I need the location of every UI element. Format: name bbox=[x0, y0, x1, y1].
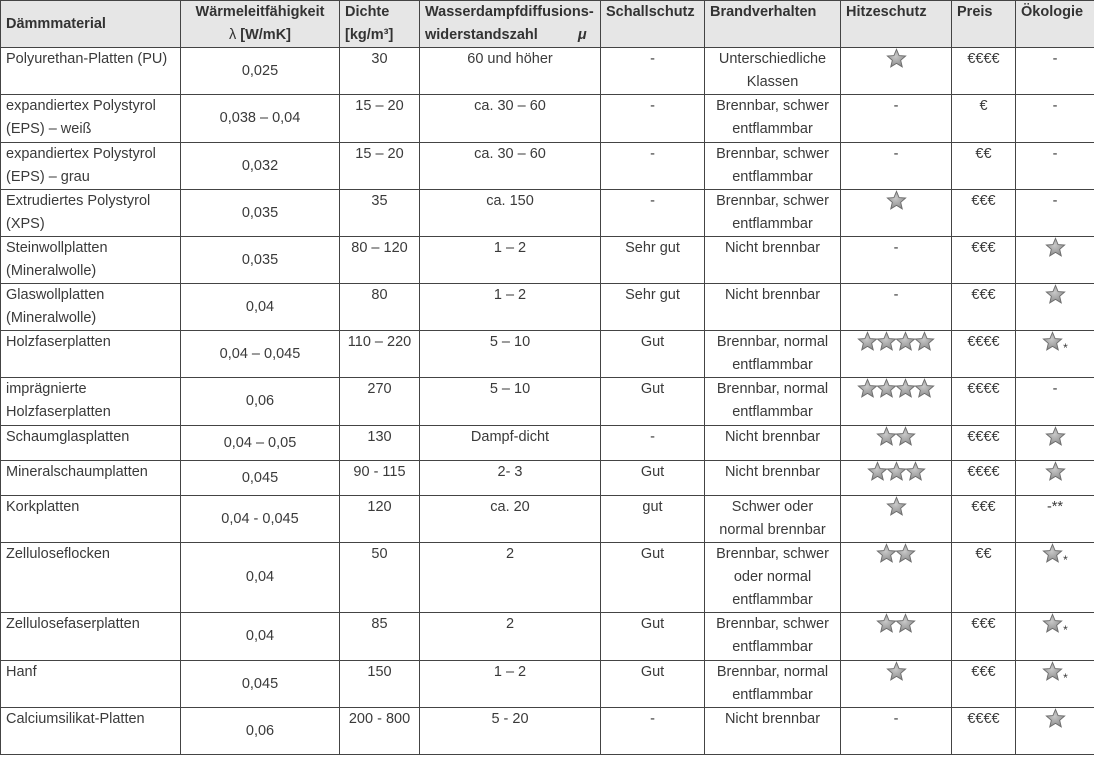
star-icon bbox=[1045, 461, 1066, 482]
cell-fire: Brennbar, schwer entflammbar bbox=[705, 95, 841, 143]
cell-sound: - bbox=[601, 48, 705, 95]
cell-ecology bbox=[1016, 426, 1094, 461]
cell-ecology bbox=[1016, 190, 1094, 237]
star-icon bbox=[876, 426, 897, 447]
lambda-symbol: λ bbox=[228, 27, 237, 43]
table-row bbox=[1, 331, 1094, 378]
star-icon bbox=[1042, 331, 1063, 352]
table-row bbox=[1, 661, 1094, 708]
cell-material: Schaumglasplatten bbox=[1, 426, 181, 461]
cell-conductivity: 0,035 bbox=[181, 190, 340, 237]
cell-conductivity: 0,04 - 0,045 bbox=[181, 496, 340, 543]
cell-ecology bbox=[1016, 543, 1094, 613]
star-icon bbox=[886, 48, 907, 69]
cell-sound: - bbox=[601, 143, 705, 190]
cell-density: 50 bbox=[340, 543, 420, 613]
header-sound: Schallschutz bbox=[601, 1, 705, 48]
cell-material: Holzfaserplatten bbox=[1, 331, 181, 378]
cell-conductivity: 0,045 bbox=[181, 461, 340, 496]
cell-price: €€€ bbox=[952, 613, 1016, 661]
cell-density: 270 bbox=[340, 378, 420, 426]
ecology-text: -** bbox=[1046, 499, 1064, 515]
cell-sound: Gut bbox=[601, 613, 705, 661]
star-icon bbox=[857, 331, 878, 352]
cell-heat-protection bbox=[841, 284, 952, 331]
cell-fire: Schwer oder normal brennbar bbox=[705, 496, 841, 543]
star-icon bbox=[876, 378, 897, 399]
cell-fire: Brennbar, schwer entflammbar bbox=[705, 613, 841, 661]
cell-heat-protection bbox=[841, 708, 952, 755]
header-ecology: Ökologie bbox=[1016, 1, 1094, 48]
header-conductivity: Wärmeleitfähigkeit λ [W/mK] bbox=[181, 1, 340, 48]
table-row bbox=[1, 284, 1094, 331]
cell-heat-protection bbox=[841, 143, 952, 190]
cell-sound: gut bbox=[601, 496, 705, 543]
cell-vapor-resistance: 2 bbox=[420, 543, 601, 613]
ecology-text: - bbox=[1052, 193, 1058, 209]
ecology-text: - bbox=[1052, 146, 1058, 162]
cell-material: Steinwollplatten (Mineralwolle) bbox=[1, 237, 181, 284]
cell-heat-protection bbox=[841, 378, 952, 426]
cell-vapor-resistance: 2 bbox=[420, 613, 601, 661]
header-price: Preis bbox=[952, 1, 1016, 48]
cell-fire: Nicht brennbar bbox=[705, 237, 841, 284]
header-material: Dämmmaterial bbox=[1, 1, 181, 48]
ecology-footnote-mark: * bbox=[1063, 623, 1068, 637]
table-row bbox=[1, 190, 1094, 237]
star-icon bbox=[895, 426, 916, 447]
cell-density: 80 – 120 bbox=[340, 237, 420, 284]
cell-material: Zelluloseflocken bbox=[1, 543, 181, 613]
cell-heat-protection bbox=[841, 613, 952, 661]
cell-conductivity: 0,038 – 0,04 bbox=[181, 95, 340, 143]
table-row bbox=[1, 426, 1094, 461]
cell-price: €€€ bbox=[952, 284, 1016, 331]
cell-vapor-resistance: 5 – 10 bbox=[420, 331, 601, 378]
cell-fire: Brennbar, schwer entflammbar bbox=[705, 190, 841, 237]
cell-vapor-resistance: ca. 150 bbox=[420, 190, 601, 237]
cell-heat-protection bbox=[841, 496, 952, 543]
cell-conductivity: 0,04 bbox=[181, 543, 340, 613]
star-icon bbox=[895, 543, 916, 564]
cell-material: expandiertex Polystyrol (EPS) – grau bbox=[1, 143, 181, 190]
star-icon bbox=[1042, 661, 1063, 682]
cell-price: €€€ bbox=[952, 237, 1016, 284]
cell-conductivity: 0,032 bbox=[181, 143, 340, 190]
cell-fire: Brennbar, normal entflammbar bbox=[705, 661, 841, 708]
cell-sound: Sehr gut bbox=[601, 284, 705, 331]
cell-fire: Brennbar, schwer entflammbar bbox=[705, 143, 841, 190]
ecology-text: - bbox=[1052, 98, 1058, 114]
cell-heat-protection bbox=[841, 48, 952, 95]
star-icon bbox=[914, 331, 935, 352]
star-icon bbox=[1045, 284, 1066, 305]
cell-heat-protection bbox=[841, 237, 952, 284]
cell-fire: Nicht brennbar bbox=[705, 426, 841, 461]
star-icon bbox=[1045, 426, 1066, 447]
table-body bbox=[1, 48, 1094, 755]
cell-conductivity: 0,025 bbox=[181, 48, 340, 95]
cell-density: 110 – 220 bbox=[340, 331, 420, 378]
cell-heat-protection bbox=[841, 95, 952, 143]
cell-vapor-resistance: 5 – 10 bbox=[420, 378, 601, 426]
cell-conductivity: 0,04 bbox=[181, 284, 340, 331]
table-row bbox=[1, 95, 1094, 143]
heat-text: - bbox=[893, 711, 899, 727]
cell-density: 35 bbox=[340, 190, 420, 237]
cell-vapor-resistance: Dampf-dicht bbox=[420, 426, 601, 461]
table-row bbox=[1, 708, 1094, 755]
cell-sound: Gut bbox=[601, 543, 705, 613]
cell-sound: Gut bbox=[601, 461, 705, 496]
star-icon bbox=[876, 543, 897, 564]
cell-conductivity: 0,04 bbox=[181, 613, 340, 661]
heat-text: - bbox=[893, 287, 899, 303]
cell-sound: Gut bbox=[601, 331, 705, 378]
cell-vapor-resistance: 1 – 2 bbox=[420, 661, 601, 708]
cell-vapor-resistance: 1 – 2 bbox=[420, 284, 601, 331]
star-icon bbox=[886, 496, 907, 517]
cell-conductivity: 0,04 – 0,045 bbox=[181, 331, 340, 378]
cell-heat-protection bbox=[841, 190, 952, 237]
cell-density: 130 bbox=[340, 426, 420, 461]
star-icon bbox=[914, 378, 935, 399]
star-icon bbox=[1042, 543, 1063, 564]
cell-price: €€€€ bbox=[952, 48, 1016, 95]
star-icon bbox=[886, 661, 907, 682]
cell-ecology bbox=[1016, 331, 1094, 378]
cell-ecology bbox=[1016, 496, 1094, 543]
star-icon bbox=[1042, 613, 1063, 634]
cell-vapor-resistance: 60 und höher bbox=[420, 48, 601, 95]
cell-fire: Nicht brennbar bbox=[705, 284, 841, 331]
heat-text: - bbox=[893, 98, 899, 114]
cell-vapor-resistance: ca. 30 – 60 bbox=[420, 143, 601, 190]
cell-fire: Unterschiedliche Klassen bbox=[705, 48, 841, 95]
table-row bbox=[1, 48, 1094, 95]
cell-sound: Gut bbox=[601, 661, 705, 708]
cell-sound: Gut bbox=[601, 378, 705, 426]
cell-price: €€€ bbox=[952, 496, 1016, 543]
header-heat: Hitzeschutz bbox=[841, 1, 952, 48]
cell-heat-protection bbox=[841, 661, 952, 708]
cell-material: Korkplatten bbox=[1, 496, 181, 543]
cell-heat-protection bbox=[841, 331, 952, 378]
star-icon bbox=[876, 613, 897, 634]
cell-fire: Nicht brennbar bbox=[705, 461, 841, 496]
cell-material: Calciumsilikat-Platten bbox=[1, 708, 181, 755]
cell-fire: Brennbar, normal entflammbar bbox=[705, 378, 841, 426]
cell-price: €€€€ bbox=[952, 378, 1016, 426]
ecology-footnote-mark: * bbox=[1063, 341, 1068, 355]
cell-vapor-resistance: ca. 20 bbox=[420, 496, 601, 543]
table-row bbox=[1, 496, 1094, 543]
star-icon bbox=[867, 461, 888, 482]
cell-vapor-resistance: ca. 30 – 60 bbox=[420, 95, 601, 143]
cell-conductivity: 0,045 bbox=[181, 661, 340, 708]
cell-material: Polyurethan-Platten (PU) bbox=[1, 48, 181, 95]
star-icon bbox=[1045, 708, 1066, 729]
ecology-footnote-mark: * bbox=[1063, 671, 1068, 685]
star-icon bbox=[857, 378, 878, 399]
cell-price: €€ bbox=[952, 143, 1016, 190]
header-vapor-resistance: Wasserdampfdiffusions- widerstandszahl μ bbox=[420, 1, 601, 48]
cell-sound: - bbox=[601, 95, 705, 143]
cell-ecology bbox=[1016, 613, 1094, 661]
cell-density: 90 - 115 bbox=[340, 461, 420, 496]
ecology-text: - bbox=[1052, 51, 1058, 67]
cell-heat-protection bbox=[841, 461, 952, 496]
cell-sound: - bbox=[601, 190, 705, 237]
cell-conductivity: 0,06 bbox=[181, 378, 340, 426]
cell-price: €€€€ bbox=[952, 461, 1016, 496]
star-icon bbox=[1045, 237, 1066, 258]
star-icon bbox=[886, 190, 907, 211]
table-row bbox=[1, 378, 1094, 426]
heat-text: - bbox=[893, 146, 899, 162]
cell-density: 120 bbox=[340, 496, 420, 543]
cell-price: €€€ bbox=[952, 661, 1016, 708]
cell-material: expandiertex Polystyrol (EPS) – weiß bbox=[1, 95, 181, 143]
cell-vapor-resistance: 5 - 20 bbox=[420, 708, 601, 755]
cell-price: €€€€ bbox=[952, 708, 1016, 755]
cell-fire: Brennbar, schwer oder normal entflammbar bbox=[705, 543, 841, 613]
table-row bbox=[1, 613, 1094, 661]
header-density: Dichte [kg/m³] bbox=[340, 1, 420, 48]
star-icon bbox=[886, 461, 907, 482]
table-row bbox=[1, 143, 1094, 190]
cell-ecology bbox=[1016, 461, 1094, 496]
star-icon bbox=[895, 378, 916, 399]
heat-text: - bbox=[893, 240, 899, 256]
table-row bbox=[1, 461, 1094, 496]
cell-price: €€ bbox=[952, 543, 1016, 613]
table-row bbox=[1, 543, 1094, 613]
cell-conductivity: 0,06 bbox=[181, 708, 340, 755]
cell-ecology bbox=[1016, 95, 1094, 143]
cell-density: 15 – 20 bbox=[340, 143, 420, 190]
cell-fire: Nicht brennbar bbox=[705, 708, 841, 755]
cell-fire: Brennbar, normal entflammbar bbox=[705, 331, 841, 378]
cell-density: 30 bbox=[340, 48, 420, 95]
cell-density: 85 bbox=[340, 613, 420, 661]
cell-sound: - bbox=[601, 426, 705, 461]
cell-material: imprägnierte Holzfaserplatten bbox=[1, 378, 181, 426]
star-icon bbox=[895, 331, 916, 352]
cell-price: €€€€ bbox=[952, 331, 1016, 378]
cell-vapor-resistance: 2- 3 bbox=[420, 461, 601, 496]
cell-material: Glaswollplatten (Mineralwolle) bbox=[1, 284, 181, 331]
cell-price: € bbox=[952, 95, 1016, 143]
cell-ecology bbox=[1016, 661, 1094, 708]
cell-price: €€€ bbox=[952, 190, 1016, 237]
cell-density: 200 - 800 bbox=[340, 708, 420, 755]
ecology-text: - bbox=[1052, 381, 1058, 397]
cell-ecology bbox=[1016, 237, 1094, 284]
cell-conductivity: 0,035 bbox=[181, 237, 340, 284]
cell-vapor-resistance: 1 – 2 bbox=[420, 237, 601, 284]
cell-material: Extrudiertes Polystyrol (XPS) bbox=[1, 190, 181, 237]
cell-density: 15 – 20 bbox=[340, 95, 420, 143]
cell-heat-protection bbox=[841, 543, 952, 613]
cell-ecology bbox=[1016, 48, 1094, 95]
cell-material: Hanf bbox=[1, 661, 181, 708]
cell-density: 150 bbox=[340, 661, 420, 708]
mu-symbol: μ bbox=[577, 27, 587, 43]
header-fire: Brandverhalten bbox=[705, 1, 841, 48]
cell-conductivity: 0,04 – 0,05 bbox=[181, 426, 340, 461]
cell-density: 80 bbox=[340, 284, 420, 331]
ecology-footnote-mark: * bbox=[1063, 553, 1068, 567]
table-row bbox=[1, 237, 1094, 284]
cell-price: €€€€ bbox=[952, 426, 1016, 461]
cell-heat-protection bbox=[841, 426, 952, 461]
star-icon bbox=[895, 613, 916, 634]
cell-sound: - bbox=[601, 708, 705, 755]
cell-material: Zellulosefaserplatten bbox=[1, 613, 181, 661]
cell-material: Mineralschaumplatten bbox=[1, 461, 181, 496]
star-icon bbox=[905, 461, 926, 482]
cell-ecology bbox=[1016, 708, 1094, 755]
star-icon bbox=[876, 331, 897, 352]
cell-ecology bbox=[1016, 378, 1094, 426]
cell-ecology bbox=[1016, 284, 1094, 331]
cell-sound: Sehr gut bbox=[601, 237, 705, 284]
cell-ecology bbox=[1016, 143, 1094, 190]
